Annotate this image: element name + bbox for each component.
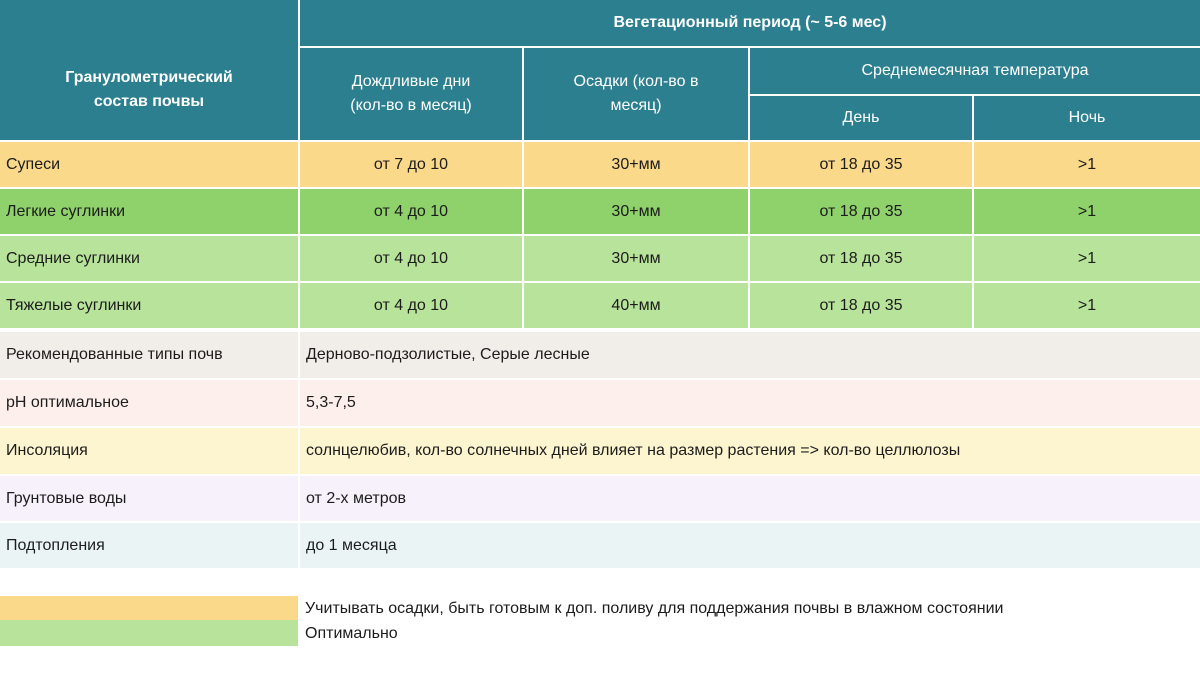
info-0-value: Дерново-подзолистые, Серые лесные	[300, 332, 1200, 378]
row-2-rain: от 4 до 10	[300, 236, 522, 281]
row-3-name: Тяжелые суглинки	[0, 283, 298, 328]
header-night: Ночь	[974, 96, 1200, 140]
row-1-rain: от 4 до 10	[300, 189, 522, 234]
row-1-name: Легкие суглинки	[0, 189, 298, 234]
row-0-precip: 30+мм	[524, 142, 748, 187]
header-precipitation: Осадки (кол-во в месяц)	[524, 48, 748, 140]
header-avg-temperature: Среднемесячная температура	[750, 48, 1200, 94]
header-soil-composition: Гранулометрический состав почвы	[0, 0, 298, 140]
legend-text-optimal: Оптимально	[305, 625, 398, 642]
row-0-day: от 18 до 35	[750, 142, 972, 187]
header-day: День	[750, 96, 972, 140]
legend-swatch-optimal	[0, 620, 298, 646]
row-3-rain: от 4 до 10	[300, 283, 522, 328]
info-4-value: до 1 месяца	[300, 523, 1200, 568]
info-3-value: от 2-х метров	[300, 476, 1200, 521]
info-1-value: 5,3-7,5	[300, 380, 1200, 426]
row-2-day: от 18 до 35	[750, 236, 972, 281]
row-2-night: >1	[974, 236, 1200, 281]
info-2-value: солнцелюбив, кол-во солнечных дней влияет на размер растения => кол-во целлюлозы	[300, 428, 1200, 474]
header-vegetation-period: Вегетационный период (~ 5-6 мес)	[300, 0, 1200, 46]
info-0-label: Рекомендованные типы почв	[0, 332, 298, 378]
info-1-label: pH оптимальное	[0, 380, 298, 426]
info-2-label: Инсоляция	[0, 428, 298, 474]
row-3-precip: 40+мм	[524, 283, 748, 328]
row-2-name: Средние суглинки	[0, 236, 298, 281]
legend-swatch-watch	[0, 596, 298, 620]
row-1-precip: 30+мм	[524, 189, 748, 234]
info-4-label: Подтопления	[0, 523, 298, 568]
row-0-name: Супеси	[0, 142, 298, 187]
legend-text-watch: Учитывать осадки, быть готовым к доп. поливу для поддержания почвы в влажном состоянии	[305, 600, 1004, 617]
info-3-label: Грунтовые воды	[0, 476, 298, 521]
row-2-precip: 30+мм	[524, 236, 748, 281]
header-rain-days: Дождливые дни (кол-во в месяц)	[300, 48, 522, 140]
row-0-rain: от 7 до 10	[300, 142, 522, 187]
row-3-night: >1	[974, 283, 1200, 328]
row-1-day: от 18 до 35	[750, 189, 972, 234]
row-3-day: от 18 до 35	[750, 283, 972, 328]
row-0-night: >1	[974, 142, 1200, 187]
row-1-night: >1	[974, 189, 1200, 234]
